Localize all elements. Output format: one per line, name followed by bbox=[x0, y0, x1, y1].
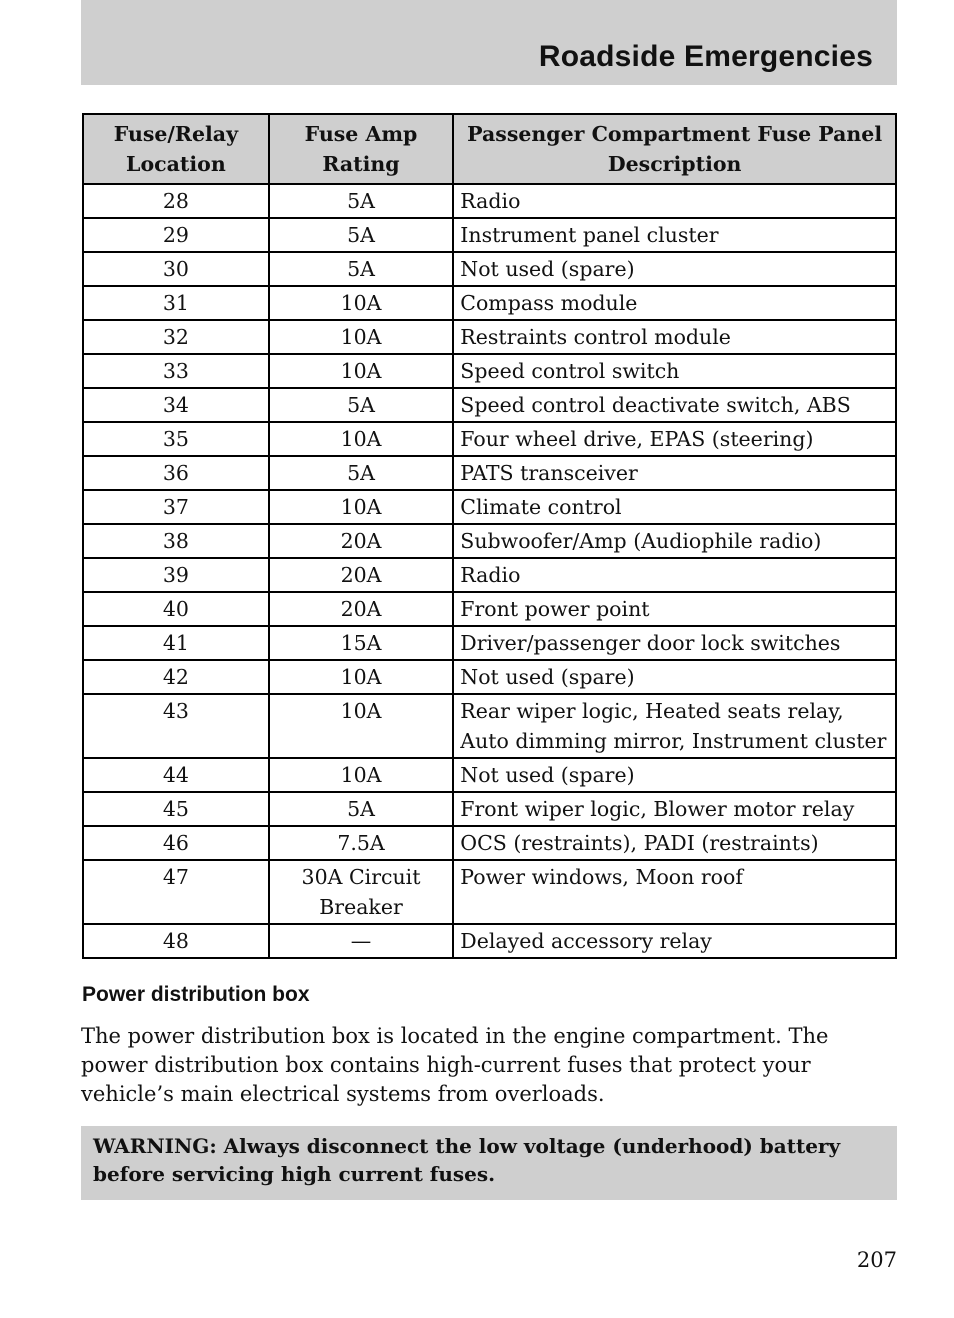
table-row bbox=[83, 524, 896, 558]
cell-description: Delayed accessory relay bbox=[453, 924, 896, 958]
cell-amp-rating: 5A bbox=[269, 388, 454, 422]
cell-location: 42 bbox=[83, 660, 269, 694]
cell-amp-rating: 10A bbox=[269, 660, 454, 694]
cell-description: Climate control bbox=[453, 490, 896, 524]
table-row bbox=[83, 924, 896, 958]
table-row bbox=[83, 388, 896, 422]
warning-box bbox=[81, 1126, 897, 1200]
header-band bbox=[81, 0, 897, 85]
table-row bbox=[83, 184, 896, 218]
cell-location: 43 bbox=[83, 694, 269, 758]
column-header-location: Fuse/Relay Location bbox=[83, 114, 269, 184]
cell-location: 37 bbox=[83, 490, 269, 524]
cell-description: Radio bbox=[453, 558, 896, 592]
column-header-description: Passenger Compartment Fuse Panel Description bbox=[453, 114, 896, 184]
table-row bbox=[83, 218, 896, 252]
cell-description: Front power point bbox=[453, 592, 896, 626]
cell-description: Compass module bbox=[453, 286, 896, 320]
cell-location: 39 bbox=[83, 558, 269, 592]
table-row bbox=[83, 860, 896, 924]
cell-description: OCS (restraints), PADI (restraints) bbox=[453, 826, 896, 860]
cell-amp-rating: 10A bbox=[269, 320, 454, 354]
cell-location: 28 bbox=[83, 184, 269, 218]
cell-description: Driver/passenger door lock switches bbox=[453, 626, 896, 660]
cell-amp-rating: 30A Circuit Breaker bbox=[269, 860, 454, 924]
table-row bbox=[83, 592, 896, 626]
table-row bbox=[83, 422, 896, 456]
cell-location: 31 bbox=[83, 286, 269, 320]
cell-description: Front wiper logic, Blower motor relay bbox=[453, 792, 896, 826]
table-row bbox=[83, 354, 896, 388]
cell-location: 33 bbox=[83, 354, 269, 388]
cell-amp-rating: 10A bbox=[269, 422, 454, 456]
cell-location: 32 bbox=[83, 320, 269, 354]
table-row bbox=[83, 826, 896, 860]
cell-amp-rating: 5A bbox=[269, 792, 454, 826]
cell-location: 48 bbox=[83, 924, 269, 958]
cell-amp-rating: 20A bbox=[269, 592, 454, 626]
column-header-amp-rating: Fuse Amp Rating bbox=[269, 114, 454, 184]
cell-description: Restraints control module bbox=[453, 320, 896, 354]
cell-amp-rating: 10A bbox=[269, 694, 454, 758]
table-row bbox=[83, 286, 896, 320]
cell-amp-rating: 7.5A bbox=[269, 826, 454, 860]
cell-description: Subwoofer/Amp (Audiophile radio) bbox=[453, 524, 896, 558]
cell-description: Not used (spare) bbox=[453, 252, 896, 286]
table-row bbox=[83, 694, 896, 758]
cell-location: 46 bbox=[83, 826, 269, 860]
fuse-table bbox=[82, 113, 897, 959]
cell-amp-rating: — bbox=[269, 924, 454, 958]
cell-description: Rear wiper logic, Heated seats relay, Auto dimming mirror, Instrument cluster bbox=[453, 694, 896, 758]
cell-description: Not used (spare) bbox=[453, 758, 896, 792]
table-row bbox=[83, 792, 896, 826]
cell-location: 29 bbox=[83, 218, 269, 252]
cell-description: Four wheel drive, EPAS (steering) bbox=[453, 422, 896, 456]
cell-description: Not used (spare) bbox=[453, 660, 896, 694]
cell-location: 34 bbox=[83, 388, 269, 422]
table-header-row bbox=[83, 114, 896, 184]
table-row bbox=[83, 456, 896, 490]
cell-description: Speed control deactivate switch, ABS bbox=[453, 388, 896, 422]
cell-description: Speed control switch bbox=[453, 354, 896, 388]
cell-description: PATS transceiver bbox=[453, 456, 896, 490]
cell-amp-rating: 10A bbox=[269, 286, 454, 320]
cell-location: 30 bbox=[83, 252, 269, 286]
fuse-table-body bbox=[83, 184, 896, 958]
cell-description: Power windows, Moon roof bbox=[453, 860, 896, 924]
table-row bbox=[83, 252, 896, 286]
cell-location: 47 bbox=[83, 860, 269, 924]
cell-amp-rating: 15A bbox=[269, 626, 454, 660]
cell-amp-rating: 20A bbox=[269, 524, 454, 558]
table-row bbox=[83, 626, 896, 660]
cell-location: 41 bbox=[83, 626, 269, 660]
cell-location: 36 bbox=[83, 456, 269, 490]
table-row bbox=[83, 558, 896, 592]
cell-amp-rating: 10A bbox=[269, 490, 454, 524]
cell-description: Radio bbox=[453, 184, 896, 218]
cell-amp-rating: 5A bbox=[269, 456, 454, 490]
cell-description: Instrument panel cluster bbox=[453, 218, 896, 252]
body-paragraph: The power distribution box is located in the engine compartment. The power distribution box contains high-current fuses that protect your vehicle’s main electrical systems from overloads. bbox=[81, 1024, 829, 1106]
cell-amp-rating: 5A bbox=[269, 218, 454, 252]
cell-location: 45 bbox=[83, 792, 269, 826]
cell-location: 44 bbox=[83, 758, 269, 792]
cell-amp-rating: 20A bbox=[269, 558, 454, 592]
table-row bbox=[83, 490, 896, 524]
cell-amp-rating: 5A bbox=[269, 252, 454, 286]
cell-amp-rating: 5A bbox=[269, 184, 454, 218]
table-row bbox=[83, 660, 896, 694]
cell-amp-rating: 10A bbox=[269, 758, 454, 792]
cell-location: 35 bbox=[83, 422, 269, 456]
cell-location: 38 bbox=[83, 524, 269, 558]
table-row bbox=[83, 320, 896, 354]
table-row bbox=[83, 758, 896, 792]
cell-location: 40 bbox=[83, 592, 269, 626]
page-title: Roadside Emergencies bbox=[538, 40, 873, 73]
cell-amp-rating: 10A bbox=[269, 354, 454, 388]
section-heading: Power distribution box bbox=[82, 983, 310, 1006]
page-number: 207 bbox=[856, 1248, 897, 1272]
warning-text: WARNING: Always disconnect the low voltage (underhood) battery before servicing high current fuses. bbox=[93, 1134, 841, 1186]
